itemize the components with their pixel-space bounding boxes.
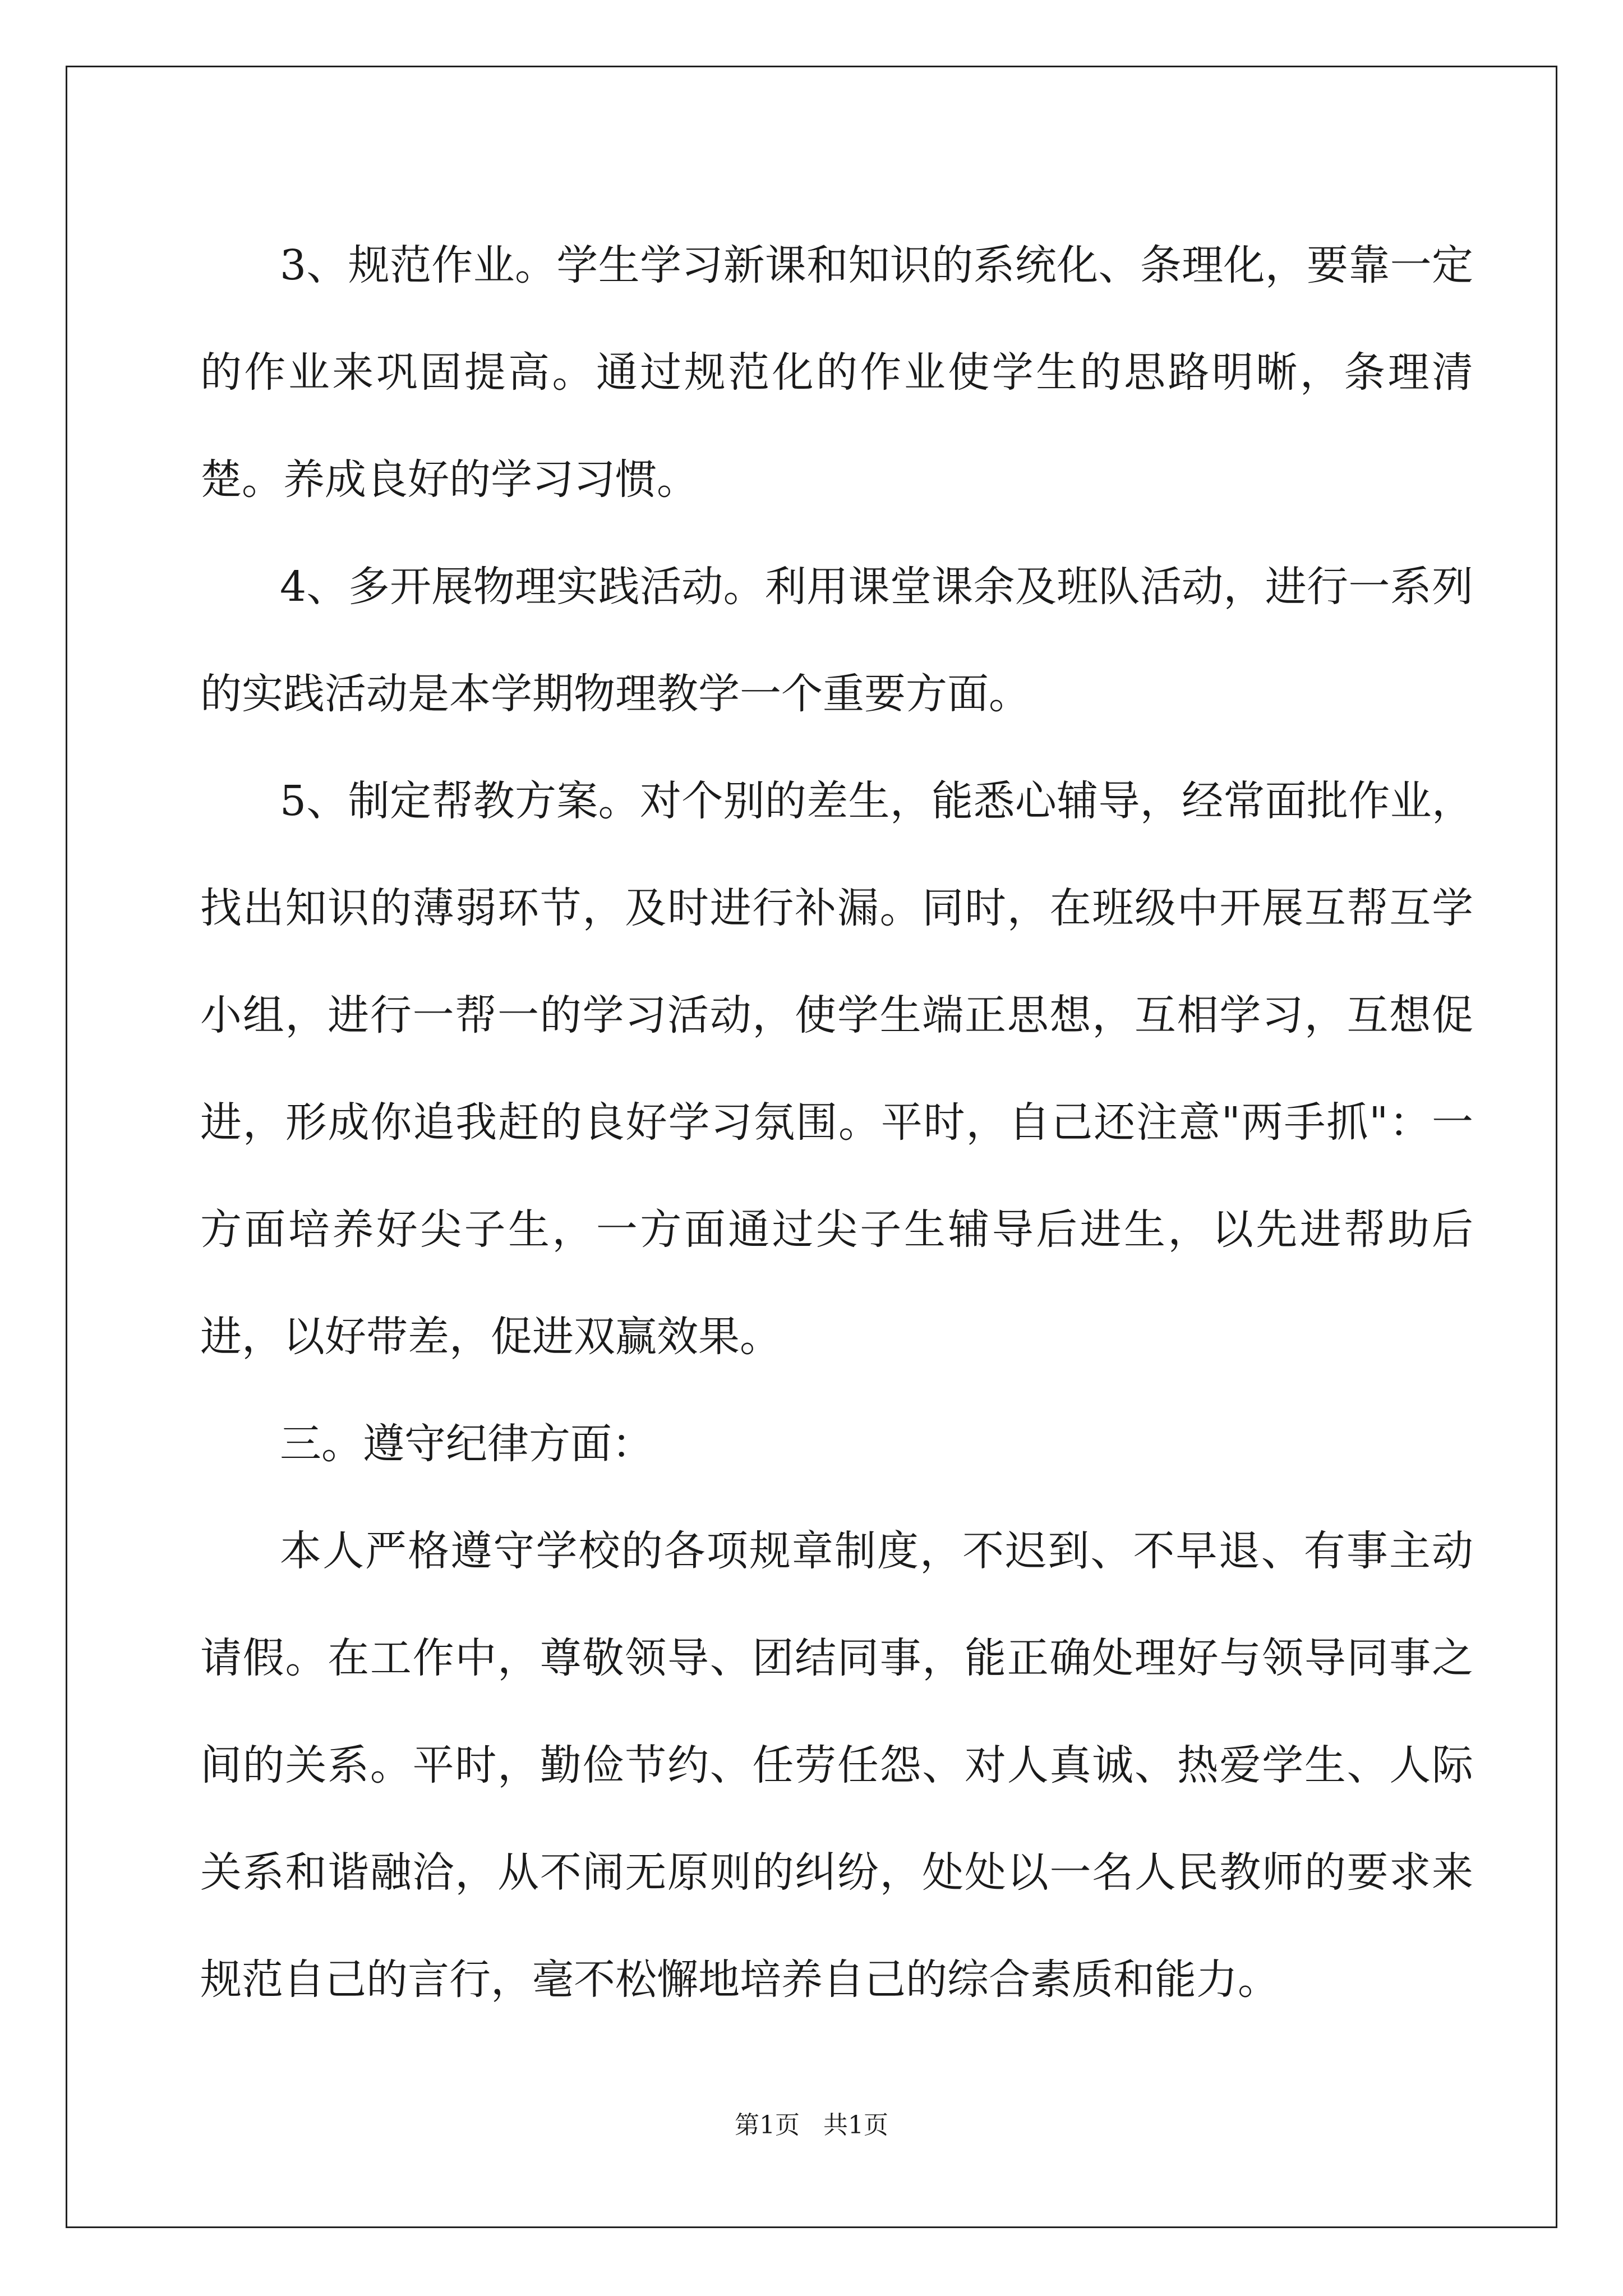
paragraph-discipline: 本人严格遵守学校的各项规章制度，不迟到、不早退、有事主动请假。在工作中，尊敬领导、团结同事，能正确处理好与领导同事之间的关系。平时，勤俭节约、任劳任怨、对人真诚、热爱学生、人际关系和谐融洽，从不闹无原则的纠纷，处处以一名人民教师的要求来规范自己的言行，毫不松懈地培养自己的综合素质和能力。: [200, 1527, 1473, 2004]
paragraph-tutoring-plan: 5、制定帮教方案。对个别的差生，能悉心辅导，经常面批作业，找出知识的薄弱环节，及时进行补漏。同时，在班级中开展互帮互学小组，进行一帮一的学习活动，使学生端正思想，互相学习，互想促进，形成你追我赶的良好学习氛围。平时，自己还注意"两手抓"：一方面培养好尖子生，一方面通过尖子生辅导后进生，以先进帮助后进，以好带差，促进双赢效果。: [200, 777, 1473, 1361]
paragraph-physics-practice: 4、多开展物理实践活动。利用课堂课余及班队活动，进行一系列的实践活动是本学期物理教学一个重要方面。: [200, 563, 1473, 718]
document-body: [200, 212, 1473, 2033]
section-heading-discipline: 三。遵守纪律方面：: [280, 1420, 653, 1468]
page-footer: 第1页 共1页: [735, 2111, 888, 2139]
paragraph-homework-standards: 3、规范作业。学生学习新课和知识的系统化、条理化，要靠一定的作业来巩固提高。通过规范化的作业使学生的思路明晰，条理清楚。养成良好的学习习惯。: [200, 241, 1473, 504]
